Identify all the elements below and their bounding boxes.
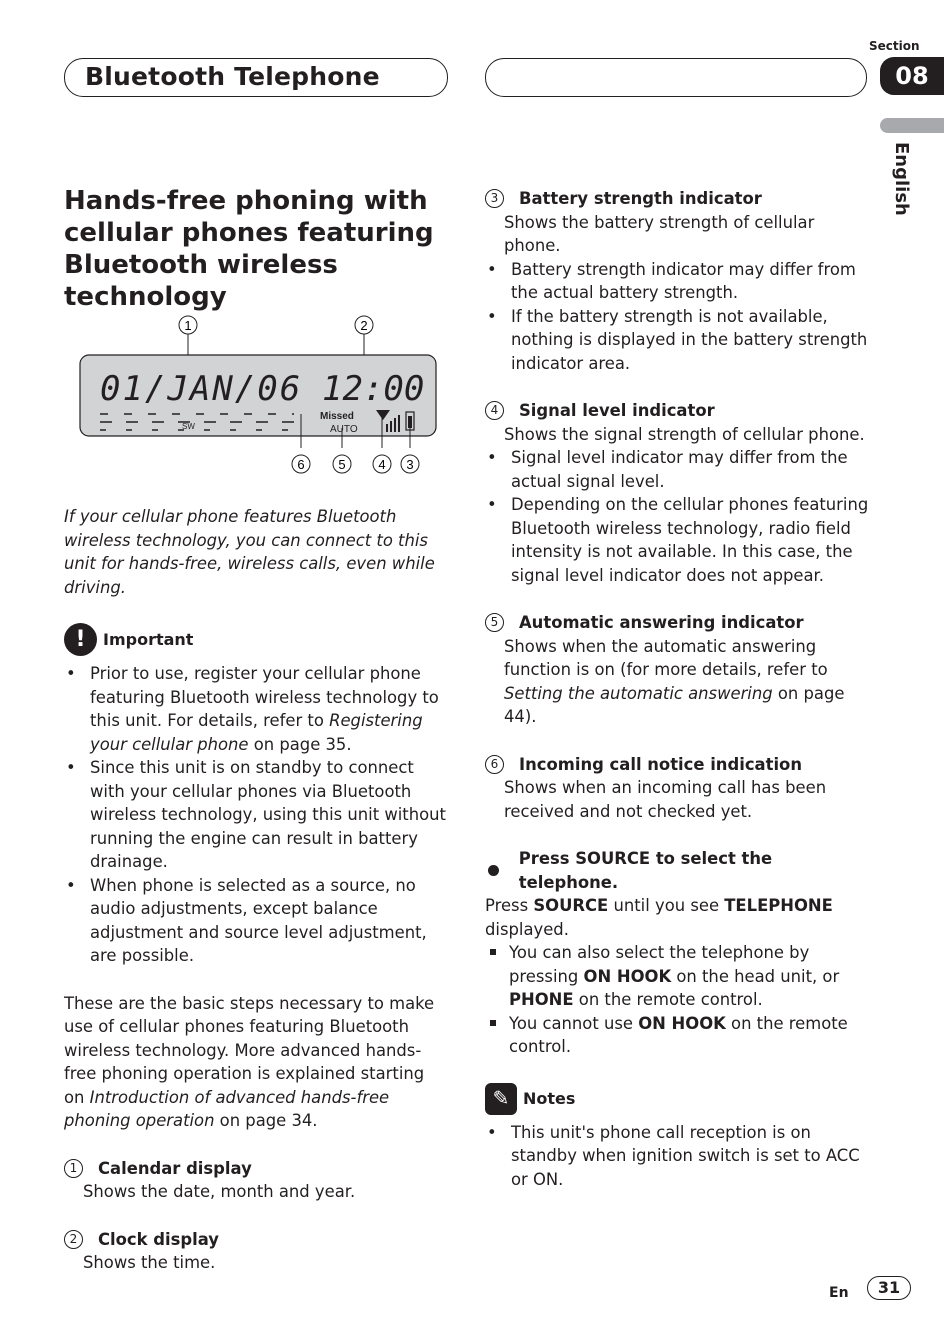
callout-4-label: 4	[378, 457, 386, 472]
item-number: 3	[485, 189, 504, 208]
item-clock-display: 2 Clock display	[64, 1228, 449, 1252]
page-number: 31	[867, 1276, 911, 1300]
list-item: • When phone is selected as a source, no audio adjustments, except balance adjustment and source level adjustment, are possible.	[64, 874, 449, 968]
callout-1-label: 1	[184, 318, 192, 333]
page-header-title: Bluetooth Telephone	[85, 62, 380, 91]
step-bullet-icon	[488, 865, 499, 876]
item-description: Shows the battery strength of cellular phone.	[504, 212, 815, 255]
auto-answer-indicator: AUTO	[330, 424, 358, 435]
list-item: You can also select the telephone by pressing ON HOOK on the head unit, or PHONE on the remote control.	[485, 941, 870, 1012]
item-automatic-answering: 5 Automatic answering indicator	[485, 611, 870, 635]
list-item: • Depending on the cellular phones featuring Bluetooth wireless technology, radio field intensity is not available. In this case, the signal level indicator does not appear.	[485, 493, 870, 587]
item-number: 1	[64, 1159, 83, 1178]
missed-indicator: Missed	[320, 411, 354, 422]
item-description: Shows the date, month and year.	[83, 1182, 356, 1201]
item-incoming-call-notice: 6 Incoming call notice indication	[485, 753, 870, 777]
band-label: SW	[182, 422, 195, 431]
footer-language-code: En	[829, 1285, 849, 1301]
header-title-box	[64, 58, 448, 97]
important-list	[64, 662, 449, 968]
list-item: • Battery strength indicator may differ from the actual battery strength.	[485, 258, 870, 305]
notes-title: Notes	[523, 1088, 576, 1108]
callout-5-label: 5	[338, 457, 346, 472]
list-item: You cannot use ON HOOK on the remote control.	[485, 1012, 870, 1059]
callout-6-label: 6	[297, 457, 305, 472]
battery-notes-list	[485, 258, 870, 376]
item-number: 4	[485, 401, 504, 420]
item-battery-strength: 3 Battery strength indicator	[485, 187, 870, 211]
intro-paragraph: If your cellular phone features Bluetooth wireless technology, you can connect to this unit for hands-free, wireless calls, even while driving.	[64, 507, 435, 597]
item-signal-level: 4 Signal level indicator	[485, 399, 870, 423]
list-item: • If the battery strength is not available, nothing is displayed in the battery strength indicator area.	[485, 305, 870, 376]
basic-steps-paragraph: These are the basic steps necessary to make use of cellular phones featuring Bluetooth wireless technology. More advanced hands-free phoning operation is explained starting on Introduction of advanced hands-free phoning operation on page 34.	[64, 993, 435, 1130]
step-heading: Press SOURCE to select the telephone.	[485, 847, 870, 894]
list-item: • Signal level indicator may differ from the actual signal level.	[485, 446, 870, 493]
section-label: Section	[869, 39, 920, 53]
language-label: English	[891, 142, 912, 216]
section-number: 08	[880, 57, 944, 95]
left-column	[64, 185, 449, 313]
calendar-display-text: 01/JAN/06	[100, 369, 303, 409]
right-column	[485, 187, 870, 1191]
item-number: 2	[64, 1230, 83, 1249]
callout-2-label: 2	[360, 318, 368, 333]
left-column-body	[64, 505, 449, 1275]
step-notes-list	[485, 941, 870, 1059]
clock-display-text: 12:00	[322, 369, 425, 409]
language-tab	[880, 118, 944, 133]
signal-notes-list	[485, 446, 870, 587]
important-heading	[64, 623, 449, 656]
important-title: Important	[103, 629, 194, 649]
header-empty-box	[485, 58, 867, 97]
notes-heading	[485, 1083, 870, 1115]
lcd-display-illustration	[64, 310, 454, 480]
item-description: Shows when an incoming call has been received and not checked yet.	[504, 778, 827, 821]
item-number: 6	[485, 755, 504, 774]
list-item: • Prior to use, register your cellular phone featuring Bluetooth wireless technology to this unit. For details, refer to Registering your cellular phone on page 35.	[64, 662, 449, 756]
item-calendar-display: 1 Calendar display	[64, 1157, 449, 1181]
notes-list	[485, 1121, 870, 1192]
callout-3-label: 3	[406, 457, 414, 472]
item-number: 5	[485, 613, 504, 632]
item-description: Shows the signal strength of cellular phone.	[504, 424, 865, 444]
item-description: Shows when the automatic answering function is on (for more details, refer to Setting the automatic answering on page 44).	[504, 636, 845, 726]
list-item: • This unit's phone call reception is on standby when ignition switch is set to ACC or ON.	[485, 1121, 870, 1192]
important-icon: !	[64, 623, 97, 656]
item-description: Shows the time.	[83, 1253, 216, 1272]
step-instruction: Press SOURCE until you see TELEPHONE displayed.	[485, 896, 833, 939]
page-title: Hands-free phoning with cellular phones featuring Bluetooth wireless technology	[64, 186, 434, 312]
list-item: • Since this unit is on standby to connect with your cellular phones via Bluetooth wireless technology, using this unit without running the engine can result in battery drainage.	[64, 756, 449, 874]
pencil-icon: ✎	[485, 1083, 517, 1115]
